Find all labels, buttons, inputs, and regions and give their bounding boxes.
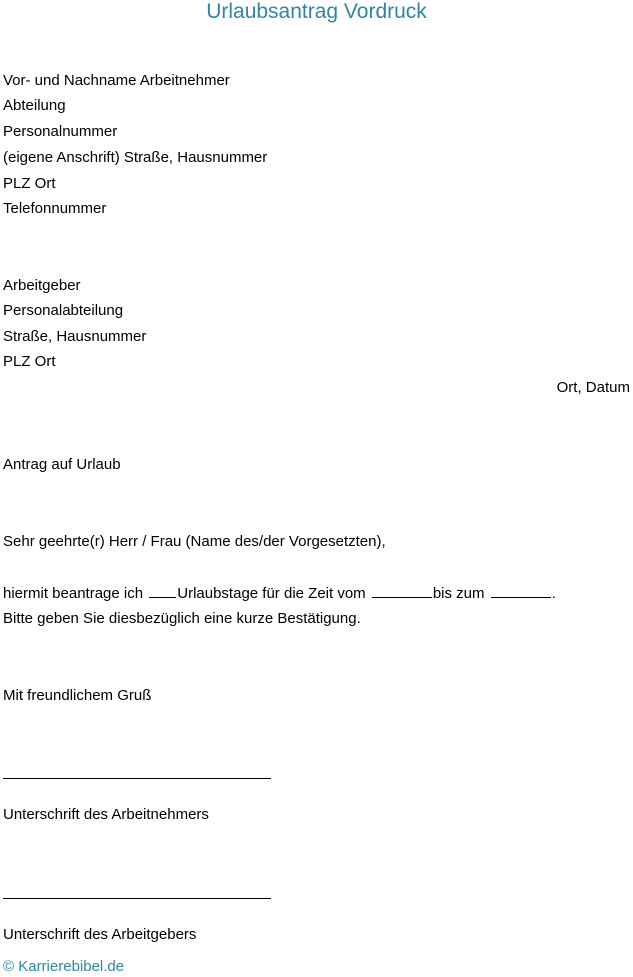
salutation: Sehr geehrte(r) Herr / Frau (Name des/der Vorgesetzten), <box>3 533 386 550</box>
body-text-part4: . <box>551 585 556 602</box>
place-date: Ort, Datum <box>556 379 630 396</box>
to-date-blank <box>491 584 551 598</box>
employee-city: PLZ Ort <box>3 175 56 192</box>
body-text-part2: Urlaubstage für die Zeit vom <box>177 585 366 602</box>
employee-phone: Telefonnummer <box>3 200 107 217</box>
employee-department: Abteilung <box>3 97 66 114</box>
employee-signature-line <box>3 778 271 779</box>
employer-signature-line <box>3 898 271 899</box>
employer-street: Straße, Hausnummer <box>3 328 147 345</box>
employer-city: PLZ Ort <box>3 353 56 370</box>
subject-line: Antrag auf Urlaub <box>3 456 121 473</box>
employer-department: Personalabteilung <box>3 302 124 319</box>
document-title: Urlaubsantrag Vordruck <box>206 0 427 23</box>
employee-signature-label: Unterschrift des Arbeitnehmers <box>3 806 209 823</box>
body-request-line <box>3 584 556 603</box>
employer-signature-label: Unterschrift des Arbeitgebers <box>3 926 197 943</box>
closing: Mit freundlichem Gruß <box>3 687 152 704</box>
employee-name: Vor- und Nachname Arbeitnehmer <box>3 72 230 89</box>
body-confirmation-line: Bitte geben Sie diesbezüglich eine kurze Bestätigung. <box>3 610 361 627</box>
copyright-footer: © Karrierebibel.de <box>3 958 125 975</box>
days-blank <box>149 584 176 598</box>
employer-name: Arbeitgeber <box>3 277 81 294</box>
body-text-part3: bis zum <box>432 585 485 602</box>
body-text-part1: hiermit beantrage ich <box>3 585 144 602</box>
employee-address: (eigene Anschrift) Straße, Hausnummer <box>3 149 268 166</box>
employee-personnel-number: Personalnummer <box>3 123 118 140</box>
from-date-blank <box>372 584 432 598</box>
